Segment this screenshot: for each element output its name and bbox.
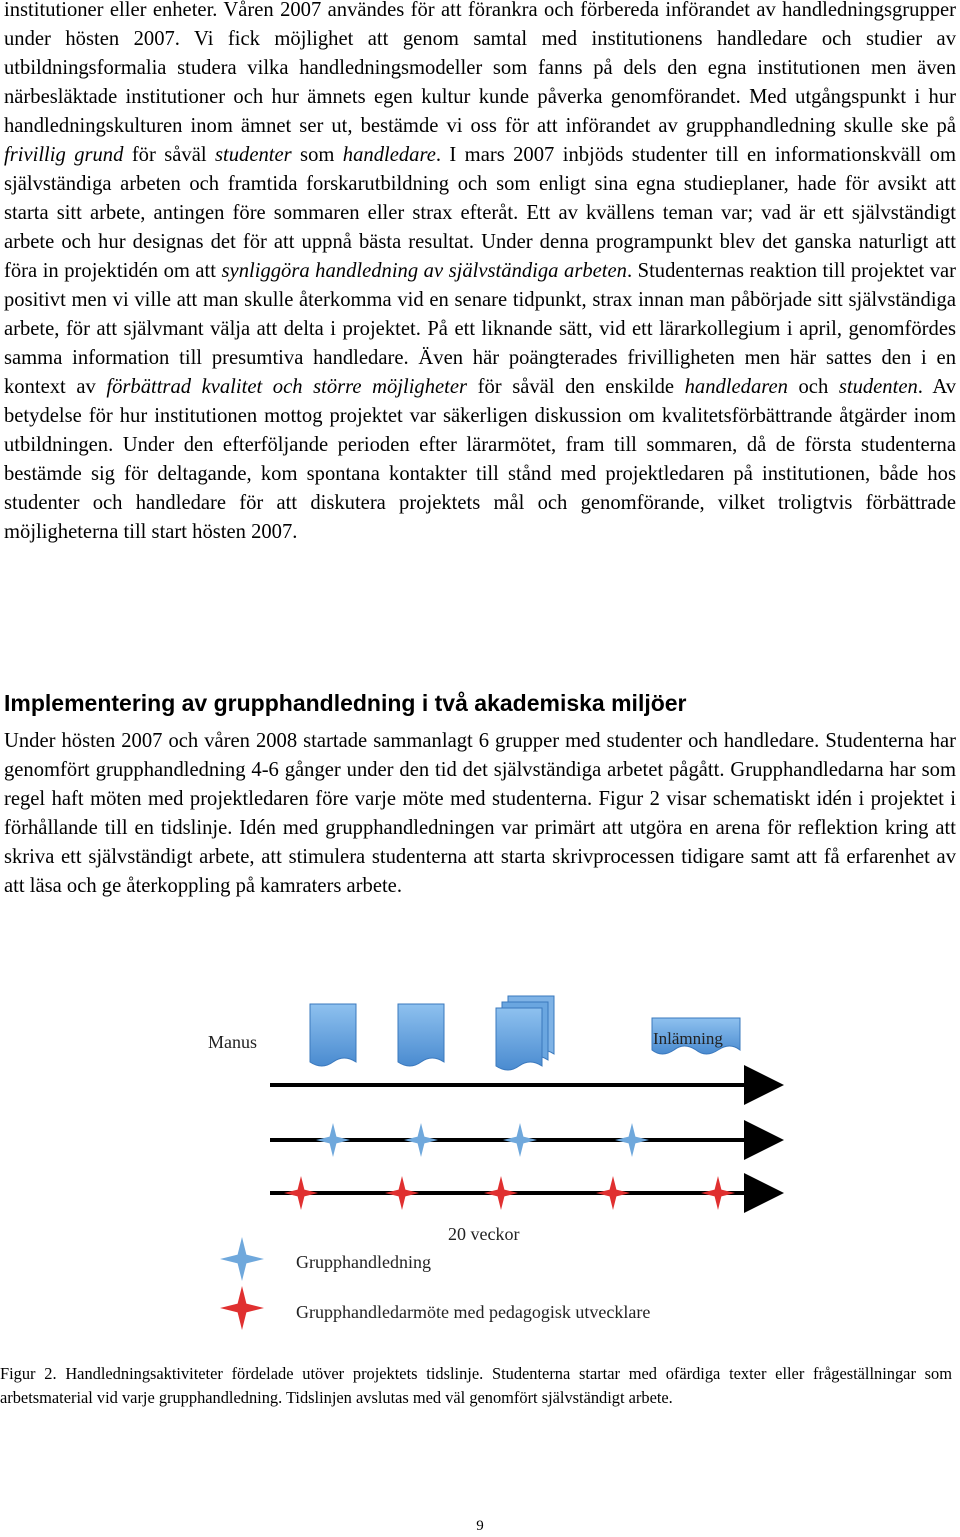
text-run: . I mars 2007 inbjöds studenter till en informationskväll om självständiga arbeten och framtida forskarutbildning och som enligt sina egna studieplaner, hade för avsikt att starta sitt arbete, antingen före sommaren eller strax efteråt. Ett av kvällens teman var; vad är ett självständigt arbete och hur designas det för att uppnå bästa resultat. Under denna programpunkt blev det ganska naturligt att föra in projektidén om att [4, 144, 956, 282]
italic-phrase: studenten [838, 376, 918, 398]
manus-label: Manus [208, 1032, 257, 1052]
red-star-icon [596, 1176, 630, 1210]
text-run: . Studenternas reaktion till projektet var positivt men vi ville att man skulle återkomma vid en senare tidpunkt, strax innan man påbörjade sitt självständiga arbete, för att självmant välja att delta i projektet. På ett liknande sätt, vid ett lärarkollegium i april, genomfördes samma information till presumtiva handledare. Även här poängterades frivilligheten men här sattes den i en kontext av [4, 260, 956, 398]
italic-phrase: studenter [214, 144, 292, 166]
legend-blue-star-icon [220, 1237, 264, 1281]
timeline-figure [190, 990, 790, 1340]
italic-phrase: förbättrad kvalitet och större möjligheter [106, 376, 468, 398]
italic-phrase: frivillig grund [4, 144, 124, 166]
body-paragraph-2: Under hösten 2007 och våren 2008 startade sammanlagt 6 grupper med studenter och handledare. Studenterna har genomfört grupphandledning 4-6 gånger under den tid det självständiga arbetet pågått. Grupphandledarna har som regel haft möten med projektledaren före varje möte med studenterna. Figur 2 visar schematiskt idén i projektet i förhållande till en tidslinje. Idén med grupphandledningen var primärt att utgöra en arena för reflektion kring att skriva ett självständigt arbete, att stimulera studenterna att starta skrivprocessen tidigare samt att få erfarenhet av att läsa och ge återkoppling på kamraters arbete. [4, 730, 956, 897]
text-run: . Av betydelse för hur institutionen mottog projektet var säkerligen diskussion om kvalitetsförbättrande åtgärder inom utbildningen. Under den efterföljande perioden efter lärarmötet, fram till sommaren, då de första studenterna bestämde sig för deltagande, kom spontana kontakter till stånd med projektledaren på institutionen, både hos studenter och handledare för att diskutera projektets mål och genomförande, vilket troligtvis förbättrade möjligheterna till start hösten 2007. [4, 376, 956, 543]
blue-star-icon [404, 1123, 438, 1157]
italic-phrase: handledare [342, 144, 436, 166]
stacked-documents-icon [496, 996, 554, 1070]
legend-red-star-icon [220, 1286, 264, 1330]
italic-phrase: synliggöra handledning av självständiga arbeten [221, 260, 627, 282]
text-run: institutioner eller enheter. Våren 2007 användes för att förankra och förbereda införandet av handledningsgrupper under hösten 2007. Vi fick möjlighet att genom samtal med institutionens handledare och studier av utbildningsformalia studera vilka handledningsmodeller som fanns på dels den egna institutionen men även närbesläktade institutioner och hur ämnets egen kultur kunde påverka genomförandet. Med utgångspunkt i hur handledningskulturen inom ämnet ser ut, bestämde vi oss för att införandet av grupphandledning skulle ske på [4, 0, 956, 137]
legend-grupphandledarmote: Grupphandledarmöte med pedagogisk utvecklare [296, 1302, 651, 1322]
document-icon-2 [398, 1004, 444, 1066]
figure-caption: Figur 2. Handledningsaktiviteter fördelade utöver projektets tidslinje. Studenterna startar med ofärdiga texter eller frågeställningar som arbetsmaterial vid varje grupphandledning. Tidslinjen avslutas med väl genomfört självständigt arbete. [0, 1364, 952, 1407]
italic-phrase: handledaren [684, 376, 788, 398]
red-star-icon [701, 1176, 735, 1210]
text-run: för såväl den enskilde [467, 376, 685, 398]
blue-star-icon [503, 1123, 537, 1157]
section-heading: Implementering av grupphandledning i två akademiska miljöer [4, 690, 687, 716]
red-star-icon [284, 1176, 318, 1210]
text-run: och [787, 376, 839, 398]
body-paragraph-1 [4, 0, 956, 547]
red-star-icon [385, 1176, 419, 1210]
text-run: som [291, 144, 343, 166]
page-number: 9 [476, 1518, 484, 1534]
document-icon-1 [310, 1004, 356, 1066]
legend-grupphandledning: Grupphandledning [296, 1252, 431, 1272]
blue-star-icon [316, 1123, 350, 1157]
blue-star-icon [615, 1123, 649, 1157]
text-run: för såväl [123, 144, 215, 166]
inlamning-banner-icon [652, 1018, 740, 1054]
inlamning-label: Inlämning [653, 1029, 723, 1048]
red-star-icon [484, 1176, 518, 1210]
weeks-label: 20 veckor [448, 1224, 520, 1244]
